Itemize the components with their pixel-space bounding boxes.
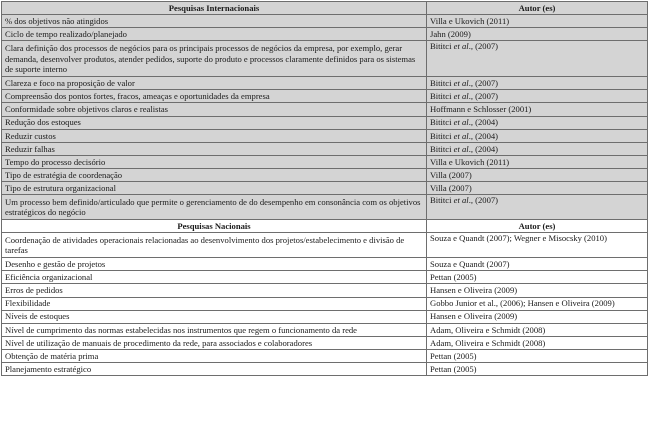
indicator-cell: Conformidade sobre objetivos claros e realistas: [2, 103, 427, 116]
indicator-cell: Um processo bem definido/articulado que permite o gerenciamento de do desempenho em consonância com os objetivos estratégicos do negócio: [2, 195, 427, 220]
indicator-cell: Flexibilidade: [2, 297, 427, 310]
indicator-cell: Compreensão dos pontos fortes, fracos, ameaças e oportunidades da empresa: [2, 90, 427, 103]
author-cell: [427, 362, 648, 375]
author-cell: [427, 41, 648, 77]
table-row: [2, 271, 648, 284]
author-cell: [427, 195, 648, 220]
author-cell: [427, 155, 648, 168]
table-row: [2, 297, 648, 310]
table-row: [2, 349, 648, 362]
table-row: [2, 195, 648, 220]
table-row: [2, 103, 648, 116]
indicator-cell: Tipo de estratégia de coordenação: [2, 168, 427, 181]
author-text: Hansen e Oliveira (2009): [430, 311, 518, 322]
table-row: [2, 233, 648, 258]
author-cell: [427, 323, 648, 336]
table-row: [2, 284, 648, 297]
author-cell: [427, 103, 648, 116]
indicator-cell: Erros de pedidos: [2, 284, 427, 297]
indicator-cell: Nível de cumprimento das normas estabelecidas nos instrumentos que regem o funcionamento da rede: [2, 323, 427, 336]
author-text: Bititci: [430, 143, 454, 154]
authors-column-header: Autor (es): [427, 220, 648, 233]
author-text: Adam, Oliveira e Schmidt (2008): [430, 324, 546, 335]
author-text: Bititci: [430, 91, 454, 102]
author-text: Villa e Ukovich (2011): [430, 15, 510, 26]
author-text: Villa (2007): [430, 169, 472, 180]
author-text: Bititci: [430, 78, 454, 89]
author-cell: [427, 182, 648, 195]
table-row: [2, 323, 648, 336]
indicator-cell: Coordenação de atividades operacionais relacionadas ao desenvolvimento dos projetos/estabelecimento e divisão de tarefas: [2, 233, 427, 258]
author-year: ., (2007): [468, 195, 499, 206]
author-cell: [427, 90, 648, 103]
author-text: Bititci: [430, 117, 454, 128]
author-text: Hoffmann e Schlosser (2001): [430, 104, 532, 115]
author-year: ., (2004): [468, 130, 499, 141]
indicator-cell: Redução dos estoques: [2, 116, 427, 129]
national-section-header: Pesquisas Nacionais: [2, 220, 427, 233]
author-cell: [427, 77, 648, 90]
author-et-al: et al: [453, 91, 469, 102]
international-header-row: [2, 2, 648, 15]
author-text: Gobbo Junior et al., (2006); Hansen e Oliveira (2009): [430, 298, 615, 309]
author-cell: [427, 28, 648, 41]
table-row: [2, 310, 648, 323]
author-cell: [427, 168, 648, 181]
table-row: [2, 182, 648, 195]
table-row: [2, 258, 648, 271]
national-header-row: [2, 220, 648, 233]
author-cell: [427, 116, 648, 129]
author-text: Hansen e Oliveira (2009): [430, 285, 518, 296]
table-row: [2, 155, 648, 168]
indicator-cell: % dos objetivos não atingidos: [2, 15, 427, 28]
indicator-cell: Reduzir custos: [2, 129, 427, 142]
indicator-cell: Clareza e foco na proposição de valor: [2, 77, 427, 90]
author-et-al: et al: [453, 41, 469, 52]
author-text: Adam, Oliveira e Schmidt (2008): [430, 337, 546, 348]
international-section-header: Pesquisas Internacionais: [2, 2, 427, 15]
author-text: Bititci: [430, 41, 454, 52]
indicator-cell: Obtenção de matéria prima: [2, 349, 427, 362]
table-row: [2, 129, 648, 142]
author-cell: [427, 284, 648, 297]
indicators-table: [1, 1, 648, 376]
author-et-al: et al: [453, 195, 469, 206]
author-text: Souza e Quandt (2007); Wegner e Misocsky (2010): [430, 233, 607, 244]
author-cell: [427, 129, 648, 142]
authors-column-header: Autor (es): [427, 2, 648, 15]
author-text: Bititci: [430, 195, 454, 206]
table-row: [2, 142, 648, 155]
author-year: ., (2007): [468, 91, 499, 102]
indicator-cell: Tipo de estrutura organizacional: [2, 182, 427, 195]
indicator-cell: Clara definição dos processos de negócios para os principais processos de negócios da empresa, por exemplo, gerar demanda, desenvolver produtos, atender pedidos, suporte do produto e processos claramente definidos para os sistemas de suporte interno: [2, 41, 427, 77]
author-cell: [427, 271, 648, 284]
author-text: Jahn (2009): [430, 29, 471, 40]
indicator-cell: Tempo do processo decisório: [2, 155, 427, 168]
author-text: Pettan (2005): [430, 350, 477, 361]
author-et-al: et al: [453, 117, 469, 128]
author-cell: [427, 349, 648, 362]
author-et-al: et al: [453, 130, 469, 141]
author-year: ., (2004): [468, 117, 499, 128]
author-year: ., (2004): [468, 143, 499, 154]
author-cell: [427, 336, 648, 349]
author-text: Souza e Quandt (2007): [430, 259, 510, 270]
indicator-cell: Reduzir falhas: [2, 142, 427, 155]
author-text: Bititci: [430, 130, 454, 141]
indicator-cell: Ciclo de tempo realizado/planejado: [2, 28, 427, 41]
indicator-cell: Desenho e gestão de projetos: [2, 258, 427, 271]
table-row: [2, 168, 648, 181]
table-row: [2, 362, 648, 375]
indicator-cell: Eficiência organizacional: [2, 271, 427, 284]
author-text: Villa (2007): [430, 182, 472, 193]
indicator-cell: Nível de utilização de manuais de procedimento da rede, para associados e colaboradores: [2, 336, 427, 349]
indicator-cell: Planejamento estratégico: [2, 362, 427, 375]
author-et-al: et al: [453, 143, 469, 154]
table-row: [2, 77, 648, 90]
table-row: [2, 41, 648, 77]
author-cell: [427, 15, 648, 28]
author-cell: [427, 142, 648, 155]
author-text: Pettan (2005): [430, 272, 477, 283]
author-cell: [427, 233, 648, 258]
indicator-cell: Níveis de estoques: [2, 310, 427, 323]
author-text: Pettan (2005): [430, 363, 477, 374]
table-row: [2, 15, 648, 28]
author-cell: [427, 258, 648, 271]
table-row: [2, 336, 648, 349]
author-cell: [427, 310, 648, 323]
table-row: [2, 90, 648, 103]
author-et-al: et al: [453, 78, 469, 89]
author-cell: [427, 297, 648, 310]
table-row: [2, 28, 648, 41]
author-year: ., (2007): [468, 41, 499, 52]
table-row: [2, 116, 648, 129]
author-year: ., (2007): [468, 78, 499, 89]
author-text: Villa e Ukovich (2011): [430, 156, 510, 167]
